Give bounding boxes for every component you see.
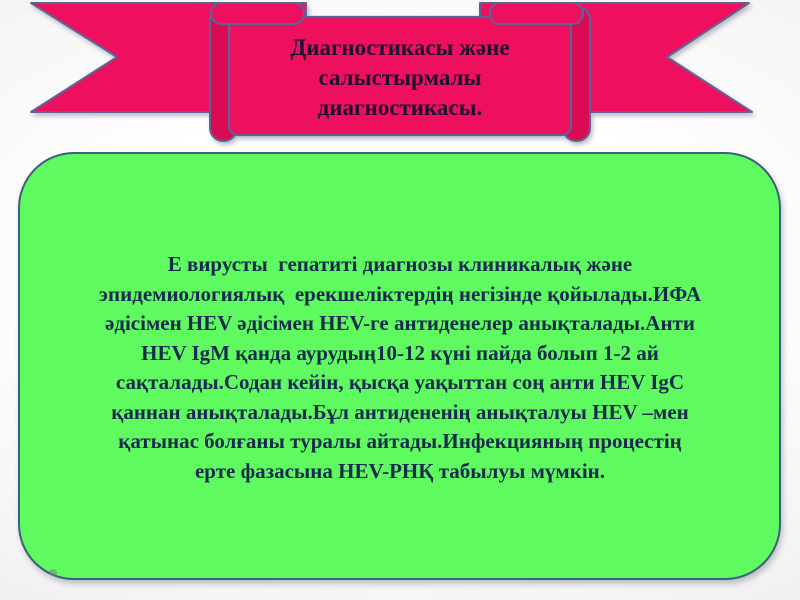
text-line: ерте фазасына HEV-РНҚ табылуы мүмкін. [194, 458, 605, 483]
content-text [30, 250, 770, 486]
text-line: сақталады.Содан кейін, қысқа уақыттан соң анти HEV IgC [115, 370, 685, 394]
smudge-dot [49, 569, 57, 576]
text-line: салыстырмалы [318, 65, 482, 90]
ribbon-right-curl [490, 3, 583, 24]
text-line: Диагностикасы және [290, 35, 510, 60]
text-line: эпидемиологиялық ерекшеліктердің негізінде қойылады.ИФА [98, 281, 702, 306]
text-line: қаннан анықталады.Бұл антидененің анықталуы HEV –мен [111, 399, 689, 424]
text-line: қатынас болғаны туралы айтады.Инфекцияның процестің [118, 429, 682, 453]
text-line: Е вирусты гепатиті диагнозы клиникалық және [167, 252, 633, 276]
text-line: HEV IgM қанда аурудың10-12 күні пайда болып 1-2 ай [141, 340, 659, 365]
ribbon-left-curl [211, 3, 304, 24]
slide-title [229, 33, 571, 123]
text-line: диагностикасы. [317, 95, 483, 120]
text-line: әдісімен HEV әдісімен HEV-ге антиденелер анықталады.Анти [105, 311, 695, 335]
